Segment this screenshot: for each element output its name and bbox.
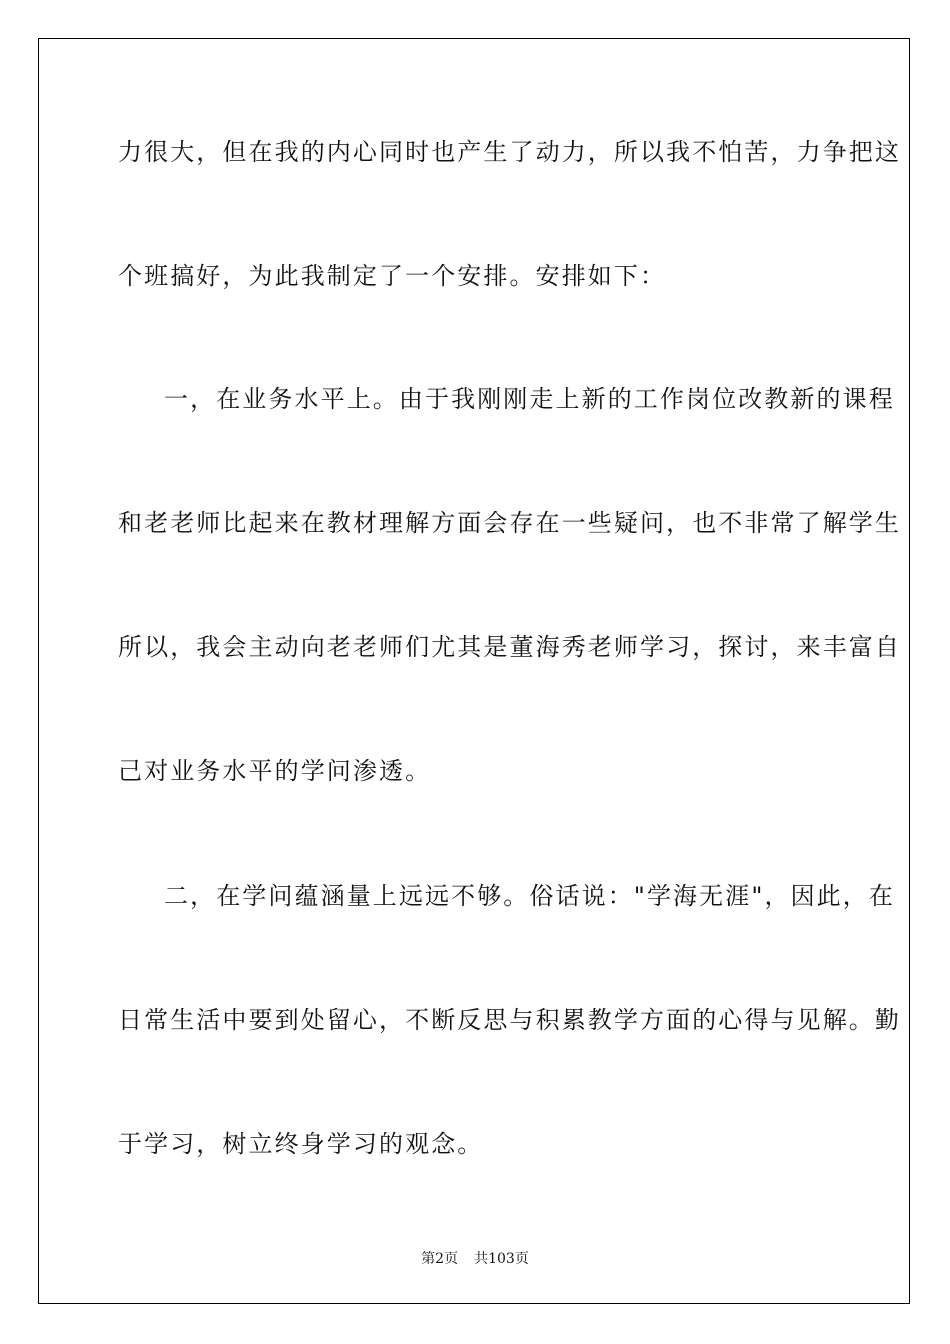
text-line-1: 力很大，但在我的内心同时也产生了动力，所以我不怕苦，力争把这	[118, 138, 901, 166]
page-footer	[0, 1248, 950, 1268]
text-line-8: 日常生活中要到处留心，不断反思与积累教学方面的心得与见解。勤	[118, 1006, 901, 1034]
text-line-6: 己对业务水平的学问渗透。	[118, 757, 432, 785]
page-number: 第2页	[421, 1251, 459, 1267]
text-line-3: 一，在业务水平上。由于我刚刚走上新的工作岗位改教新的课程	[164, 385, 895, 413]
text-line-2: 个班搞好，为此我制定了一个安排。安排如下：	[118, 262, 667, 290]
page-border	[38, 38, 910, 1304]
page-total: 共103页	[474, 1251, 529, 1267]
text-line-4: 和老老师比起来在教材理解方面会存在一些疑问，也不非常了解学生	[118, 509, 901, 537]
text-line-7: 二，在学问蕴涵量上远远不够。俗话说："学海无涯"，因此，在	[164, 882, 895, 910]
text-line-5: 所以，我会主动向老老师们尤其是董海秀老师学习，探讨，来丰富自	[118, 633, 901, 661]
text-line-9: 于学习，树立终身学习的观念。	[118, 1130, 484, 1158]
